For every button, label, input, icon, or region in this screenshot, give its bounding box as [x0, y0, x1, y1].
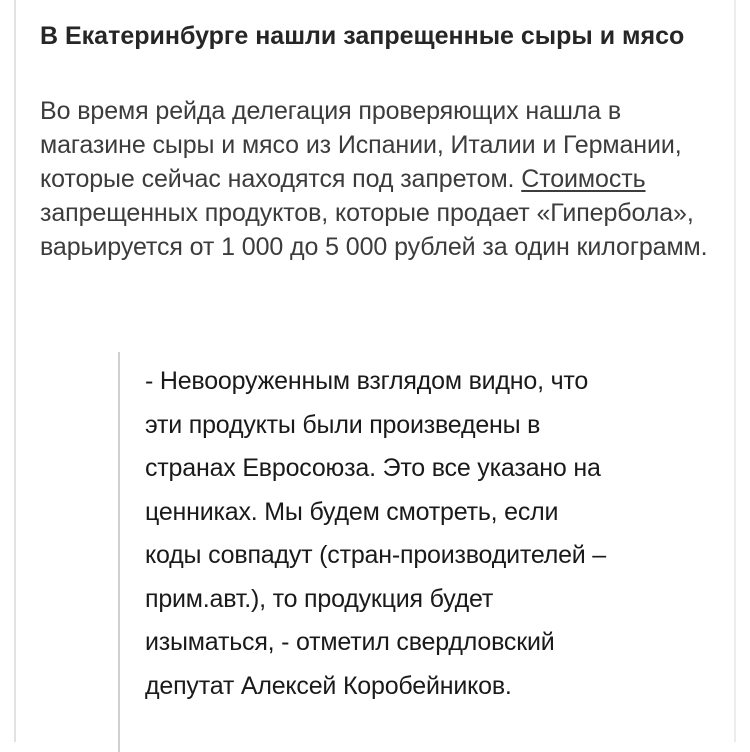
article-lead [40, 94, 720, 264]
right-border [734, 0, 736, 742]
article-title: В Екатеринбурге нашли запрещенные сыры и мясо [40, 22, 685, 50]
price-link[interactable]: Стоимость [521, 165, 646, 193]
lead-text-end: запрещенных продуктов, которые продает «Гипербола», варьируется от 1 000 до 5 000 рублей за один килограмм. [40, 199, 708, 261]
lead-text-start: Во время рейда делегация проверяющих нашла в магазине сыры и мясо из Испании, Италии и Германии, которые сейчас находятся под запретом. [40, 97, 682, 193]
blockquote [118, 352, 618, 752]
article [40, 18, 720, 264]
quote-text: - Невооруженным взглядом видно, что эти продукты были произведены в странах Евросоюза. Это все указано на ценниках. Мы будем смотреть, если коды совпадут (стран-производителей – прим.авт.), то продукция будет изыматься, - отметил свердловский депутат Алексей Коробейников. [145, 367, 607, 700]
left-border [14, 0, 16, 742]
